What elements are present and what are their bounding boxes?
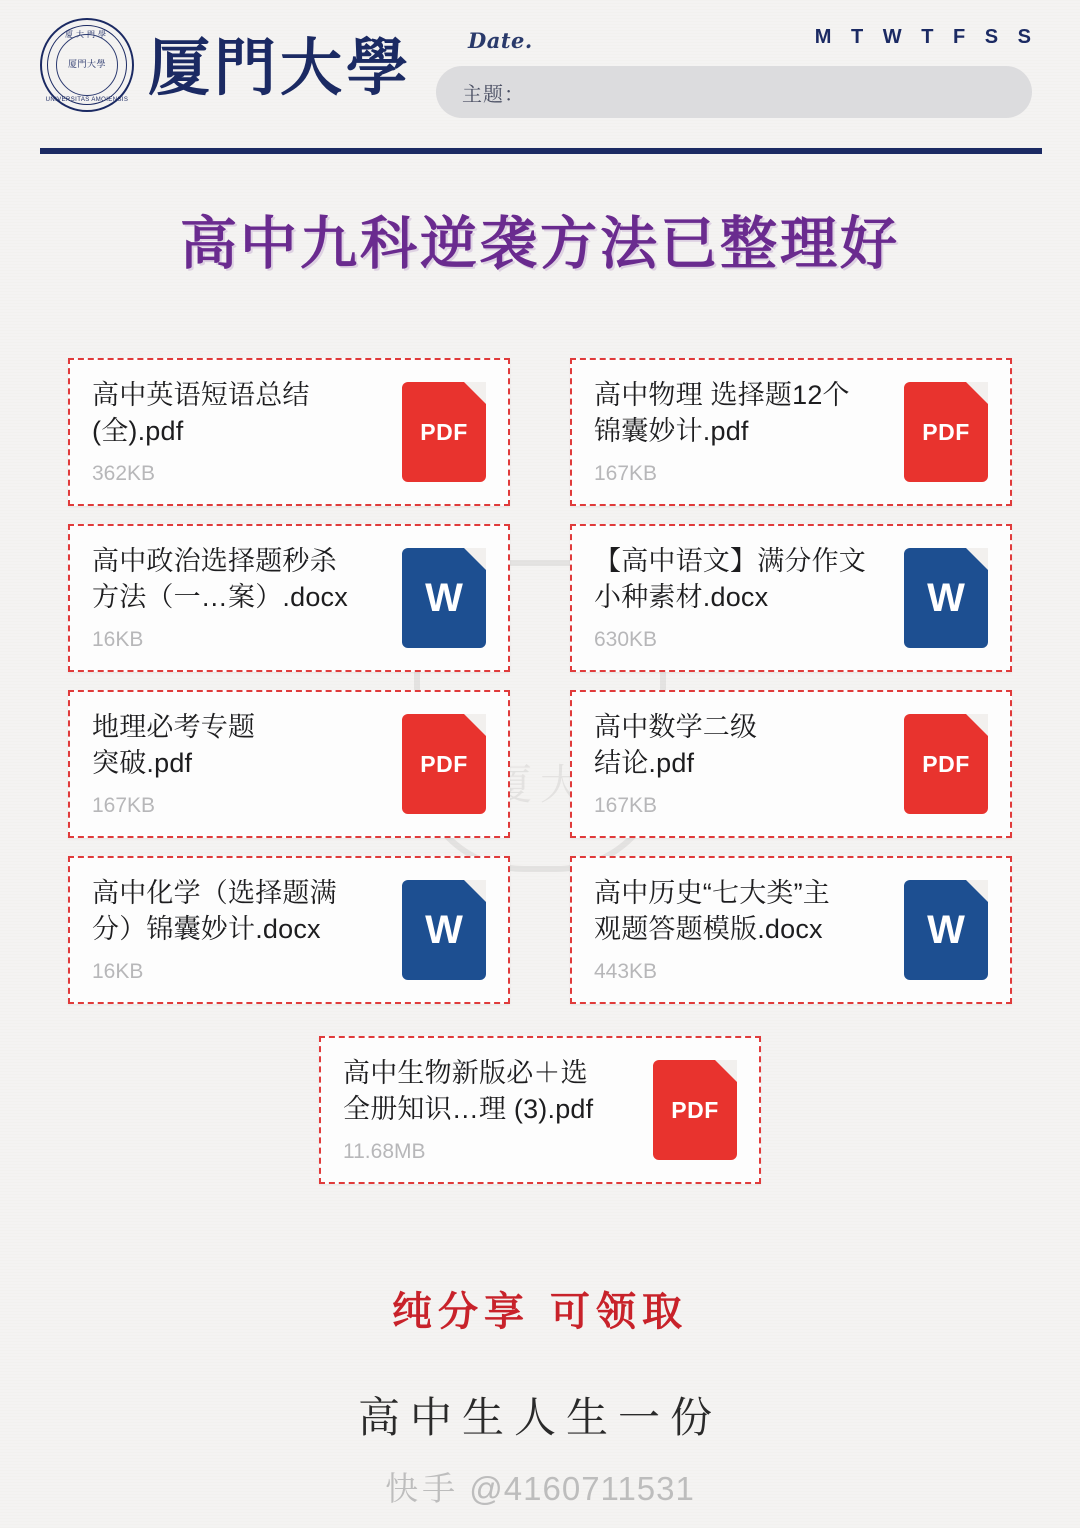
file-size: 362KB: [92, 462, 156, 486]
file-card-text: [92, 378, 388, 486]
file-type-label: W: [927, 575, 965, 620]
file-size: 16KB: [92, 960, 144, 984]
watermark-handle: [0, 1463, 1080, 1510]
university-logo: [40, 18, 412, 112]
file-corner-fold: [966, 548, 988, 570]
file-size: 16KB: [92, 628, 144, 652]
pdf-file-icon: [904, 382, 988, 482]
file-type-label: PDF: [420, 418, 468, 445]
file-corner-fold: [464, 880, 486, 902]
file-corner-fold: [464, 548, 486, 570]
pdf-file-icon: [402, 714, 486, 814]
pdf-file-icon: [904, 714, 988, 814]
page-header: [0, 0, 1080, 158]
file-corner-fold: [464, 382, 486, 404]
seal-top-text: 厦大門學: [65, 30, 109, 39]
file-card-text: [594, 876, 890, 984]
weekday-initials: M T W T F S S: [814, 26, 1038, 48]
word-file-icon: [904, 548, 988, 648]
file-card[interactable]: [68, 358, 510, 506]
topic-input-placeholder: 主题：: [462, 83, 525, 106]
file-name: 高中数学二级 结论.pdf: [594, 711, 758, 778]
university-seal-icon: [40, 18, 134, 112]
file-card[interactable]: [570, 358, 1012, 506]
file-name: 高中化学（选择题满 分）锦囊妙计.docx: [92, 877, 337, 944]
account-handle: @4160711531: [469, 1470, 695, 1507]
file-name: 【高中语文】满分作文 小种素材.docx: [594, 545, 866, 612]
file-type-label: W: [927, 907, 965, 952]
header-divider: [40, 148, 1042, 154]
file-corner-fold: [464, 714, 486, 736]
seal-bottom-text: UNIVERSITAS AMOIENSIS: [45, 97, 129, 103]
file-card[interactable]: [319, 1036, 761, 1184]
page-title: 高中九科逆袭方法已整理好: [180, 210, 900, 277]
file-size: 443KB: [594, 960, 658, 984]
file-card-text: [594, 710, 890, 818]
file-list: [68, 358, 1012, 1184]
file-name: 高中历史“七大类”主 观题答题模版.docx: [594, 877, 830, 944]
file-type-label: PDF: [420, 750, 468, 777]
file-card[interactable]: [68, 856, 510, 1004]
file-type-label: W: [425, 575, 463, 620]
file-card-text: [92, 544, 388, 652]
file-card-text: [92, 876, 388, 984]
file-type-label: PDF: [671, 1096, 719, 1123]
date-label: Date.: [468, 28, 533, 53]
pdf-file-icon: [402, 382, 486, 482]
word-file-icon: [402, 548, 486, 648]
word-file-icon: [402, 880, 486, 980]
word-file-icon: [904, 880, 988, 980]
file-type-label: W: [425, 907, 463, 952]
file-card[interactable]: [68, 524, 510, 672]
file-size: 630KB: [594, 628, 658, 652]
seal-center-text: 厦門大學: [56, 34, 118, 96]
file-size: 11.68MB: [343, 1140, 426, 1164]
file-card[interactable]: [570, 524, 1012, 672]
promo-text: 纯分享 可领取: [392, 1288, 688, 1335]
file-corner-fold: [966, 714, 988, 736]
university-name: 厦門大學: [148, 31, 413, 104]
file-card[interactable]: [570, 690, 1012, 838]
file-name: 地理必考专题 突破.pdf: [92, 711, 256, 778]
file-card-text: [594, 378, 890, 486]
file-corner-fold: [966, 880, 988, 902]
file-name: 高中物理 选择题12个 锦囊妙计.pdf: [594, 379, 850, 446]
file-name: 高中政治选择题秒杀 方法（一…案）.docx: [92, 545, 348, 612]
platform-brand: 快手: [385, 1470, 460, 1507]
file-name: 高中英语短语总结 (全).pdf: [92, 379, 310, 446]
file-card-text: [343, 1056, 639, 1164]
file-size: 167KB: [594, 794, 658, 818]
file-corner-fold: [715, 1060, 737, 1082]
file-type-label: PDF: [922, 750, 970, 777]
pdf-file-icon: [653, 1060, 737, 1160]
file-type-label: PDF: [922, 418, 970, 445]
file-card-text: [594, 544, 890, 652]
file-size: 167KB: [92, 794, 156, 818]
file-card[interactable]: [570, 856, 1012, 1004]
topic-input[interactable]: [436, 66, 1032, 118]
file-name: 高中生物新版必＋选 全册知识…理 (3).pdf: [343, 1057, 594, 1124]
file-card-text: [92, 710, 388, 818]
file-size: 167KB: [594, 462, 658, 486]
file-card[interactable]: [68, 690, 510, 838]
file-corner-fold: [966, 382, 988, 404]
tagline-text: 高中生人生一份: [357, 1393, 722, 1442]
